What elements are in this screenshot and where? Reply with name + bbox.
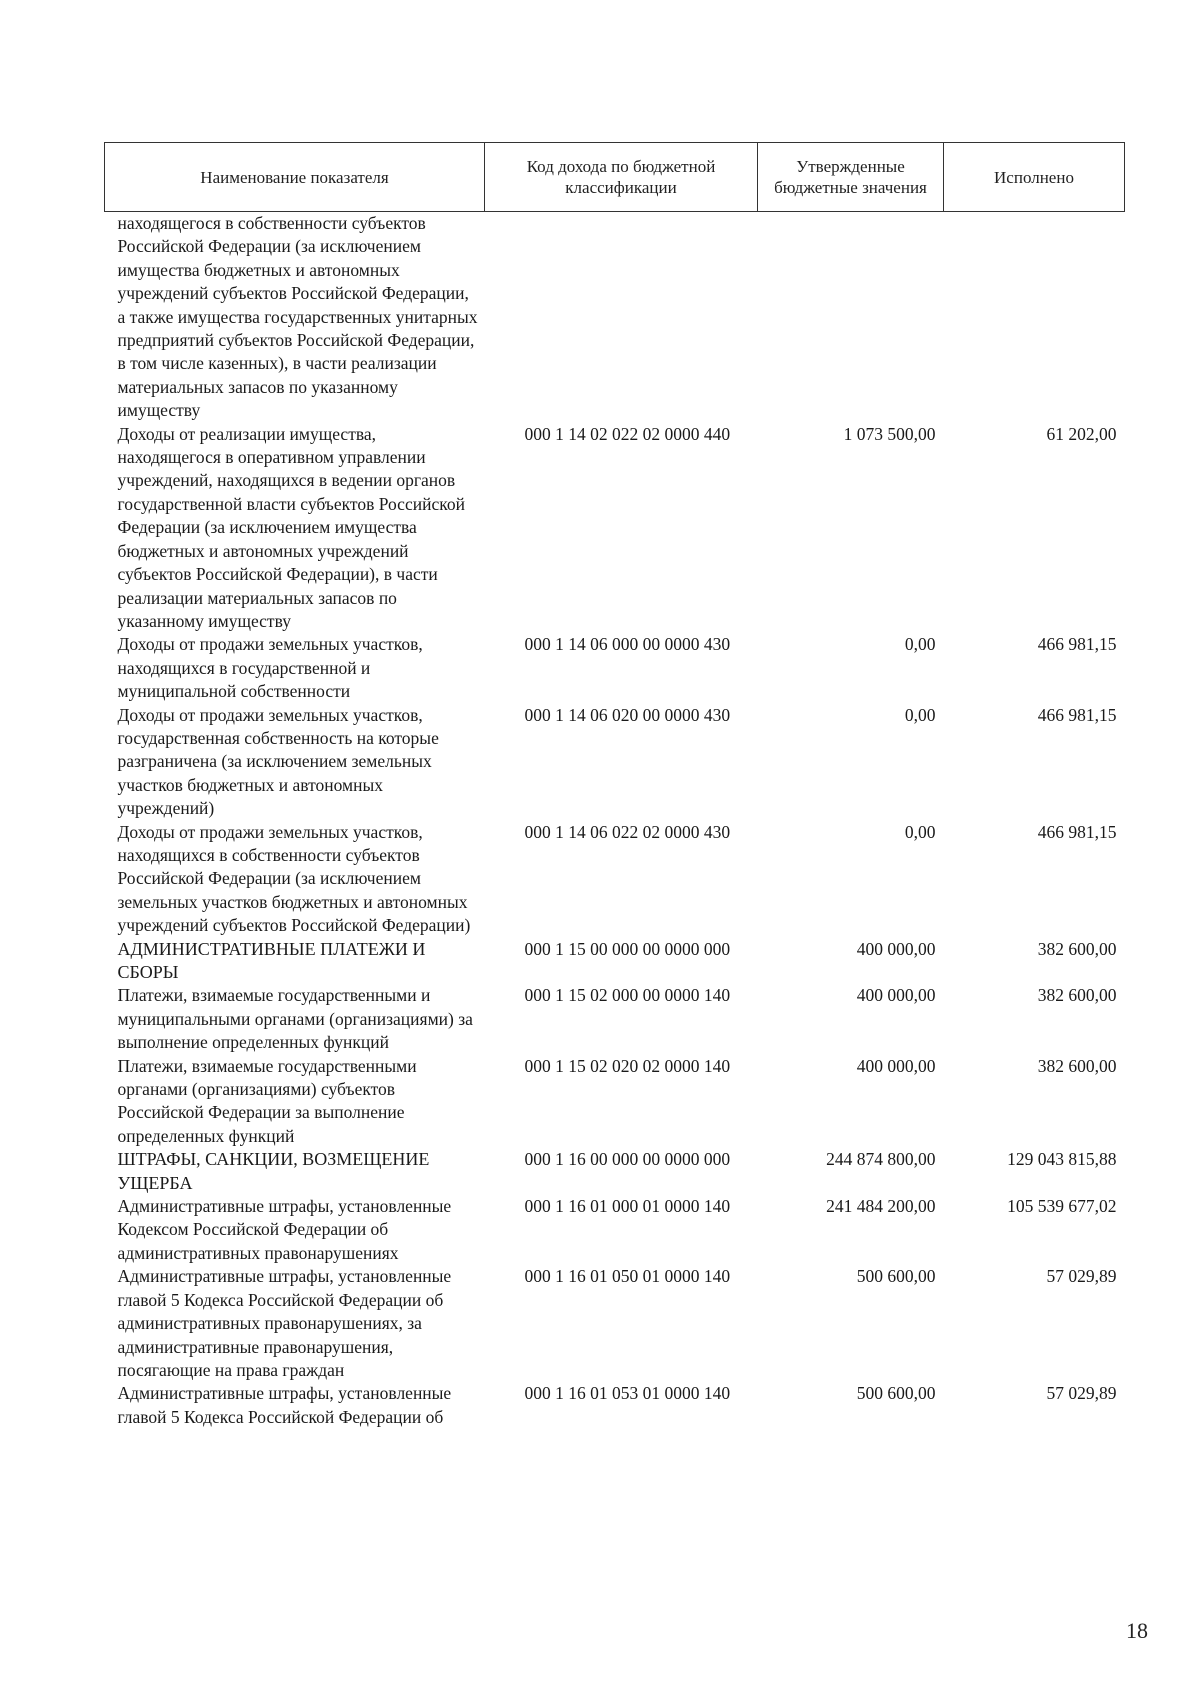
executed-value: 129 043 815,88	[1007, 1149, 1117, 1170]
revenue-code: 000 1 16 00 000 00 0000 000	[524, 1149, 731, 1170]
approved-value: 0,00	[904, 704, 936, 725]
table-row	[105, 212, 1125, 423]
approved-value: 241 484 200,00	[826, 1196, 936, 1217]
indicator-name: Доходы от продажи земельных участков, находящихся в собственности субъектов Российской Федерации (за исключением земельных участков бюджетных и автономных учреждений субъектов Российской Федерации)	[117, 821, 471, 936]
header-approved-values: Утвержденные бюджетные значения	[758, 143, 944, 212]
header-revenue-code: Код дохода по бюджетной классификации	[485, 143, 758, 212]
executed-value: 466 981,15	[1037, 704, 1117, 725]
revenue-code	[485, 212, 758, 423]
table-row	[105, 1148, 1125, 1195]
revenue-code: 000 1 14 06 000 00 0000 430	[524, 634, 731, 655]
executed-value: 382 600,00	[1037, 938, 1117, 959]
table-header-row	[105, 143, 1125, 212]
table-row	[105, 633, 1125, 703]
approved-value	[758, 212, 944, 423]
table-body	[105, 212, 1125, 1430]
revenue-code: 000 1 14 06 020 00 0000 430	[524, 704, 731, 725]
indicator-name: Административные штрафы, установленные главой 5 Кодекса Российской Федерации об	[117, 1383, 452, 1427]
budget-execution-table	[104, 142, 1125, 1429]
executed-value: 382 600,00	[1037, 1055, 1117, 1076]
indicator-name: находящегося в собственности субъектов Российской Федерации (за исключением имущества бюджетных и автономных учреждений субъектов Российской Федерации, а также имущества государственных унитарных предприятий субъектов Российской Федерации, в том числе казенных), в части реализации материальных запасов по указанному имуществу	[117, 213, 478, 421]
executed-value: 466 981,15	[1037, 821, 1117, 842]
indicator-name: Платежи, взимаемые государственными и муниципальными органами (организациями) за выполнение определенных функций	[117, 985, 473, 1053]
executed-value: 382 600,00	[1037, 985, 1117, 1006]
header-executed: Исполнено	[944, 143, 1125, 212]
indicator-name: АДМИНИСТРАТИВНЫЕ ПЛАТЕЖИ И СБОРЫ	[117, 938, 426, 982]
header-indicator-name: Наименование показателя	[105, 143, 485, 212]
approved-value: 400 000,00	[856, 1055, 936, 1076]
table-row	[105, 423, 1125, 634]
table-row	[105, 938, 1125, 985]
table-row	[105, 704, 1125, 821]
revenue-code: 000 1 14 06 022 02 0000 430	[524, 821, 731, 842]
executed-value: 57 029,89	[1046, 1383, 1117, 1404]
indicator-name: Доходы от реализации имущества, находящегося в оперативном управлении учреждений, находящихся в ведении органов государственной власти субъектов Российской Федерации (за исключением имущества бюджетных и автономных учреждений субъектов Российской Федерации), в части реализации материальных запасов по указанному имуществу	[117, 423, 465, 631]
approved-value: 0,00	[904, 821, 936, 842]
indicator-name: Административные штрафы, установленные главой 5 Кодекса Российской Федерации об административных правонарушениях, за административные правонарушения, посягающие на права граждан	[117, 1266, 452, 1380]
approved-value: 500 600,00	[856, 1266, 936, 1287]
indicator-name: ШТРАФЫ, САНКЦИИ, ВОЗМЕЩЕНИЕ УЩЕРБА	[117, 1149, 430, 1193]
approved-value: 500 600,00	[856, 1383, 936, 1404]
approved-value: 1 073 500,00	[843, 423, 936, 444]
approved-value: 400 000,00	[856, 985, 936, 1006]
revenue-code: 000 1 14 02 022 02 0000 440	[524, 423, 731, 444]
indicator-name: Платежи, взимаемые государственными органами (организациями) субъектов Российской Федерации за выполнение определенных функций	[117, 1055, 417, 1146]
executed-value: 61 202,00	[1046, 423, 1117, 444]
table-row	[105, 1382, 1125, 1429]
approved-value: 0,00	[904, 634, 936, 655]
revenue-code: 000 1 16 01 053 01 0000 140	[524, 1383, 731, 1404]
executed-value	[944, 212, 1125, 423]
executed-value: 466 981,15	[1037, 634, 1117, 655]
executed-value: 57 029,89	[1046, 1266, 1117, 1287]
revenue-code: 000 1 15 02 000 00 0000 140	[524, 985, 731, 1006]
revenue-code: 000 1 16 01 050 01 0000 140	[524, 1266, 731, 1287]
page-number: 18	[1126, 1618, 1148, 1643]
table-row	[105, 821, 1125, 938]
indicator-name: Доходы от продажи земельных участков, находящихся в государственной и муниципальной собственности	[117, 634, 423, 702]
revenue-code: 000 1 15 02 020 02 0000 140	[524, 1055, 731, 1076]
table-row	[105, 1055, 1125, 1149]
approved-value: 400 000,00	[856, 938, 936, 959]
indicator-name: Административные штрафы, установленные Кодексом Российской Федерации об административных правонарушениях	[117, 1196, 452, 1263]
table-row	[105, 984, 1125, 1054]
indicator-name: Доходы от продажи земельных участков, государственная собственность на которые разграничена (за исключением земельных участков бюджетных и автономных учреждений)	[117, 704, 439, 819]
approved-value: 244 874 800,00	[826, 1149, 936, 1170]
revenue-code: 000 1 15 00 000 00 0000 000	[524, 938, 731, 959]
executed-value: 105 539 677,02	[1007, 1196, 1117, 1217]
revenue-code: 000 1 16 01 000 01 0000 140	[524, 1196, 731, 1217]
table-row	[105, 1265, 1125, 1382]
table-row	[105, 1195, 1125, 1265]
